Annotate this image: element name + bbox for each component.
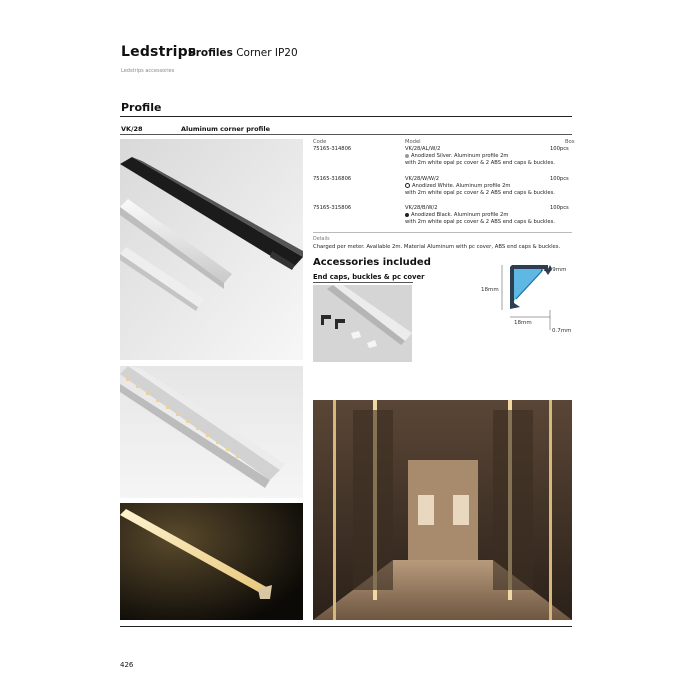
row-box: 100pcs <box>550 176 569 182</box>
width-dimension: 18mm <box>514 320 532 326</box>
section-rule <box>120 116 572 117</box>
product-rule <box>120 134 572 135</box>
row-desc <box>405 183 510 190</box>
row-code: 75165-315806 <box>313 205 352 211</box>
diagonal-dimension: 12.59mm <box>540 267 567 273</box>
footer-rule <box>120 626 572 627</box>
product-name: Aluminum corner profile <box>181 125 270 133</box>
lit-profile-photo <box>120 503 303 620</box>
accessories-title: Accessories included <box>313 257 431 268</box>
row-box: 100pcs <box>550 146 569 152</box>
row-desc <box>405 153 508 160</box>
row-desc-line1: Anodized Black. Aluminum profile 2m <box>411 212 509 218</box>
led-strip-photo-art <box>120 366 303 498</box>
interior-photo <box>313 400 572 620</box>
col-model-header: Model <box>405 139 421 145</box>
thickness-dimension: 0.7mm <box>552 328 572 334</box>
page-number: 426 <box>120 661 134 669</box>
col-code-header: Code <box>313 139 327 145</box>
brand-title: Ledstrips <box>121 44 197 60</box>
accessories-photo-art <box>313 285 412 362</box>
subtitle-bold: Profiles <box>188 47 233 59</box>
interior-photo-art <box>313 400 572 620</box>
height-dimension: 18mm <box>481 287 499 293</box>
details-text: Charged per meter. Available 2m. Material Aluminum with pc cover, ABS end caps & buckles. <box>313 244 561 250</box>
row-model: VK/28/W/W/2 <box>405 176 440 182</box>
table-rule <box>313 232 572 233</box>
row-box: 100pcs <box>550 205 569 211</box>
section-title: Profile <box>121 101 162 114</box>
product-code: VK/28 <box>121 125 143 133</box>
page-subtitle <box>188 47 298 59</box>
row-code: 75165-314806 <box>313 146 352 152</box>
accessories-subtitle: End caps, buckles & pc cover <box>313 273 425 281</box>
details-label: Details <box>313 237 330 242</box>
row-desc-line1: Anodized White. Aluminum profile 2m <box>412 183 511 189</box>
lit-profile-photo-art <box>120 503 303 620</box>
accessories-rule <box>313 282 413 283</box>
row-desc-line2: with 2m white opal pc cover & 2 ABS end caps & buckles. <box>405 219 555 225</box>
row-model: VK/28/AL/W/2 <box>405 146 441 152</box>
subtitle-rest: Corner IP20 <box>236 47 298 59</box>
row-desc-line2: with 2m white opal pc cover & 2 ABS end caps & buckles. <box>405 160 555 166</box>
profile-photo-art <box>120 139 303 360</box>
black-marker-icon <box>405 213 409 217</box>
profile-photo <box>120 139 303 360</box>
col-box-header: Box <box>565 139 575 145</box>
breadcrumb: Ledstrips accessories <box>121 68 175 74</box>
led-strip-photo <box>120 366 303 498</box>
white-marker-icon <box>405 183 410 188</box>
row-desc-line1: Anodized Silver. Aluminum profile 2m <box>411 153 509 159</box>
silver-marker-icon <box>405 154 409 158</box>
row-code: 75165-316806 <box>313 176 352 182</box>
row-model: VK/28/B/W/2 <box>405 205 438 211</box>
row-desc-line2: with 2m white opal pc cover & 2 ABS end caps & buckles. <box>405 190 555 196</box>
accessories-photo <box>313 285 412 362</box>
row-desc <box>405 212 508 219</box>
